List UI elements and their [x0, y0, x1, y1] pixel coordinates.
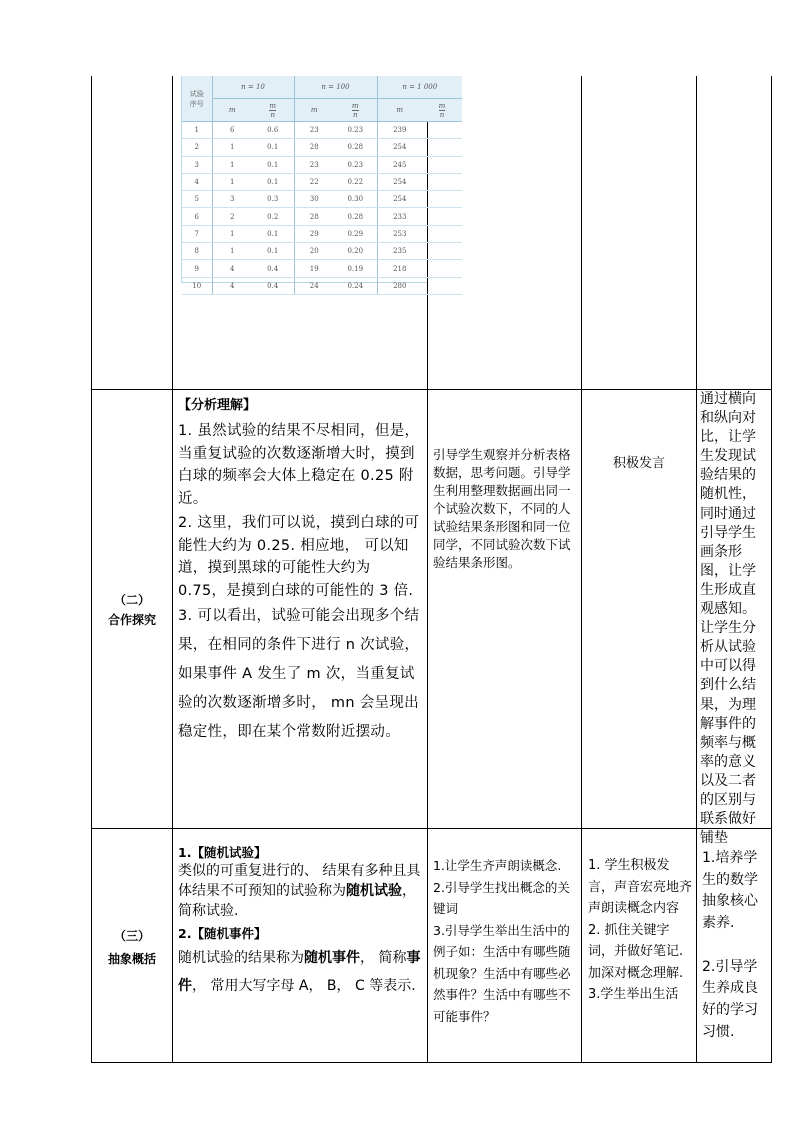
- table-cell: [422, 277, 462, 294]
- table-cell: 239: [377, 122, 422, 139]
- table-cell: 0.1: [252, 173, 294, 190]
- row-separator-1: [91, 389, 772, 390]
- table-divider-1: [172, 76, 173, 1063]
- table-row: [182, 122, 462, 139]
- table-cell: 23: [294, 122, 334, 139]
- table-cell: 245: [377, 156, 422, 173]
- table-cell: 0.2: [252, 208, 294, 225]
- table-row: [182, 173, 462, 190]
- table-cell: 9: [182, 260, 212, 277]
- column-header-m: m: [377, 99, 422, 122]
- table-cell: 0.22: [334, 173, 377, 190]
- table-cell: 0.1: [252, 139, 294, 156]
- table-cell: 1: [212, 173, 252, 190]
- teacher-activity: 1.让学生齐声朗读概念. 2.引导学生找出概念的关键词 3.引导学生举出生活中的例子如：生活中有哪些随机现象？生活中有哪些必然事件？生活中有哪些不可能事件？: [433, 858, 571, 1024]
- table-cell: 1: [212, 243, 252, 260]
- stage-name: 抽象概括: [107, 952, 156, 966]
- trial-no-header: 试验 序号: [182, 76, 212, 122]
- table-cell: 7: [182, 225, 212, 242]
- concept-heading: 1.【随机试验】: [178, 845, 267, 860]
- column-header-frequency: $\frac{m}{n}$: [334, 99, 377, 122]
- table-cell: 1: [212, 139, 252, 156]
- trial-results-table: [182, 76, 462, 295]
- table-cell: 2: [182, 139, 212, 156]
- table-cell: 280: [377, 277, 422, 294]
- table-cell: 1: [212, 225, 252, 242]
- table-cell: [422, 156, 462, 173]
- column-header-frequency: $\frac{m}{n}$: [422, 99, 462, 122]
- table-cell: 4: [182, 173, 212, 190]
- table-cell: [422, 243, 462, 260]
- student-activity: 1. 学生积极发言，声音宏亮地齐声朗读概念内容 2. 抓住关键字词，并做好笔记.加深对概念理解. 3.学生举出生活: [588, 858, 693, 1002]
- table-cell: 254: [377, 139, 422, 156]
- group-header: n = 10: [212, 76, 294, 99]
- table-cell: 1: [182, 122, 212, 139]
- student-activity: 积极发言: [612, 456, 665, 471]
- column-header-m: m: [212, 99, 252, 122]
- table-cell: 0.23: [334, 122, 377, 139]
- table-cell: 0.1: [252, 156, 294, 173]
- table-row: [182, 225, 462, 242]
- table-border-left: [91, 76, 92, 1063]
- trial-results-table-image: [181, 76, 446, 290]
- paragraph: 1. 虽然试验的结果不尽相同，但是，当重复试验的次数逐渐增大时，摸到白球的频率会大体上稳定在 0.25 附近。: [178, 423, 420, 507]
- teacher-activity: 引导学生观察并分析表格数据，思考问题。引导学生利用整理数据画出同一个试验次数下，不同的人试验结果条形图和同一位同学，不同试验次数下试验结果条形图。: [433, 447, 571, 570]
- table-cell: 22: [294, 173, 334, 190]
- table-row: [182, 191, 462, 208]
- table-cell: 4: [212, 277, 252, 294]
- table-cell: 0.1: [252, 243, 294, 260]
- table-cell: 20: [294, 243, 334, 260]
- section2-content: [178, 397, 422, 747]
- table-cell: 5: [182, 191, 212, 208]
- table-cell: [422, 139, 462, 156]
- design-intent: 1.培养学生的数学抽象核心素养. 2.引导学生养成良好的学习习惯.: [702, 850, 758, 1040]
- table-cell: 0.23: [334, 156, 377, 173]
- stage-name: 合作探究: [107, 613, 156, 627]
- column-header-m: m: [294, 99, 334, 122]
- table-cell: 30: [294, 191, 334, 208]
- table-cell: 19: [294, 260, 334, 277]
- table-cell: 0.30: [334, 191, 377, 208]
- table-cell: 0.1: [252, 225, 294, 242]
- table-cell: 6: [182, 208, 212, 225]
- table-cell: 218: [377, 260, 422, 277]
- table-divider-4: [696, 76, 697, 1063]
- paragraph: 2. 这里，我们可以说，摸到白球的可能性大约为 0.25. 相应地， 可以知道，摸到黑球的可能性大约为 0.75，是摸到白球的可能性的 3 倍.: [178, 515, 420, 599]
- table-cell: 28: [294, 208, 334, 225]
- concept-definition: 随机试验的结果称为随机事件， 简称事件， 常用大写字母 A， B， C 等表示.: [178, 950, 421, 994]
- table-cell: 233: [377, 208, 422, 225]
- table-cell: 8: [182, 243, 212, 260]
- table-row: [182, 277, 462, 294]
- table-cell: 0.24: [334, 277, 377, 294]
- table-cell: 6: [212, 122, 252, 139]
- table-border-right: [771, 76, 772, 1063]
- table-cell: 24: [294, 277, 334, 294]
- table-cell: 0.3: [252, 191, 294, 208]
- table-cell: [422, 260, 462, 277]
- column-header-frequency: $\frac{m}{n}$: [252, 99, 294, 122]
- table-cell: [422, 191, 462, 208]
- table-row: [182, 260, 462, 277]
- table-cell: 0.29: [334, 225, 377, 242]
- table-cell: 2: [212, 208, 252, 225]
- table-row: [182, 139, 462, 156]
- section3-content: [178, 844, 422, 1000]
- table-cell: 254: [377, 191, 422, 208]
- group-header: n = 1 000: [377, 76, 462, 99]
- table-row: [182, 208, 462, 225]
- table-cell: [422, 173, 462, 190]
- table-border-bottom: [91, 1062, 772, 1063]
- table-cell: 0.4: [252, 260, 294, 277]
- table-cell: 0.28: [334, 208, 377, 225]
- row-separator-2: [91, 828, 772, 829]
- group-header: n = 100: [294, 76, 377, 99]
- table-cell: 0.28: [334, 139, 377, 156]
- table-cell: 3: [212, 191, 252, 208]
- table-cell: 4: [212, 260, 252, 277]
- table-cell: [422, 122, 462, 139]
- table-cell: 254: [377, 173, 422, 190]
- table-cell: 29: [294, 225, 334, 242]
- table-cell: [422, 225, 462, 242]
- table-cell: 0.4: [252, 277, 294, 294]
- table-cell: 23: [294, 156, 334, 173]
- concept-definition: 类似的可重复进行的、 结果有多种且具体结果不可预知的试验称为随机试验， 简称试验.: [178, 863, 421, 919]
- design-intent: 通过横向和纵向对比，让学生发现试验结果的随机性，同时通过引导学生画条形图，让学生形成直观感知。让学生分析从试验中可以得到什么结果，为理解事件的频率与概率的意义以及二者的区别与联系做好铺垫: [700, 391, 756, 847]
- content-heading: 【分析理解】: [178, 398, 257, 413]
- table-cell: 3: [182, 156, 212, 173]
- table-cell: 28: [294, 139, 334, 156]
- table-row: [182, 156, 462, 173]
- paragraph: 3. 可以看出，试验可能会出现多个结果，在相同的条件下进行 n 次试验，如果事件 A 发生了 m 次，当重复试验的次数逐渐增多时， mn 会呈现出稳定性，即在某个常数附近摆动。: [178, 608, 420, 740]
- table-cell: [422, 208, 462, 225]
- table-cell: 0.20: [334, 243, 377, 260]
- table-cell: 1: [212, 156, 252, 173]
- table-cell: 253: [377, 225, 422, 242]
- table-divider-3: [581, 76, 582, 1063]
- stage-number: （二）: [113, 593, 150, 607]
- table-cell: 235: [377, 243, 422, 260]
- table-row: [182, 243, 462, 260]
- concept-heading: 2.【随机事件】: [178, 926, 267, 941]
- table-cell: 0.19: [334, 260, 377, 277]
- table-cell: 0.6: [252, 122, 294, 139]
- stage-number: （三）: [113, 929, 150, 943]
- table-cell: 10: [182, 277, 212, 294]
